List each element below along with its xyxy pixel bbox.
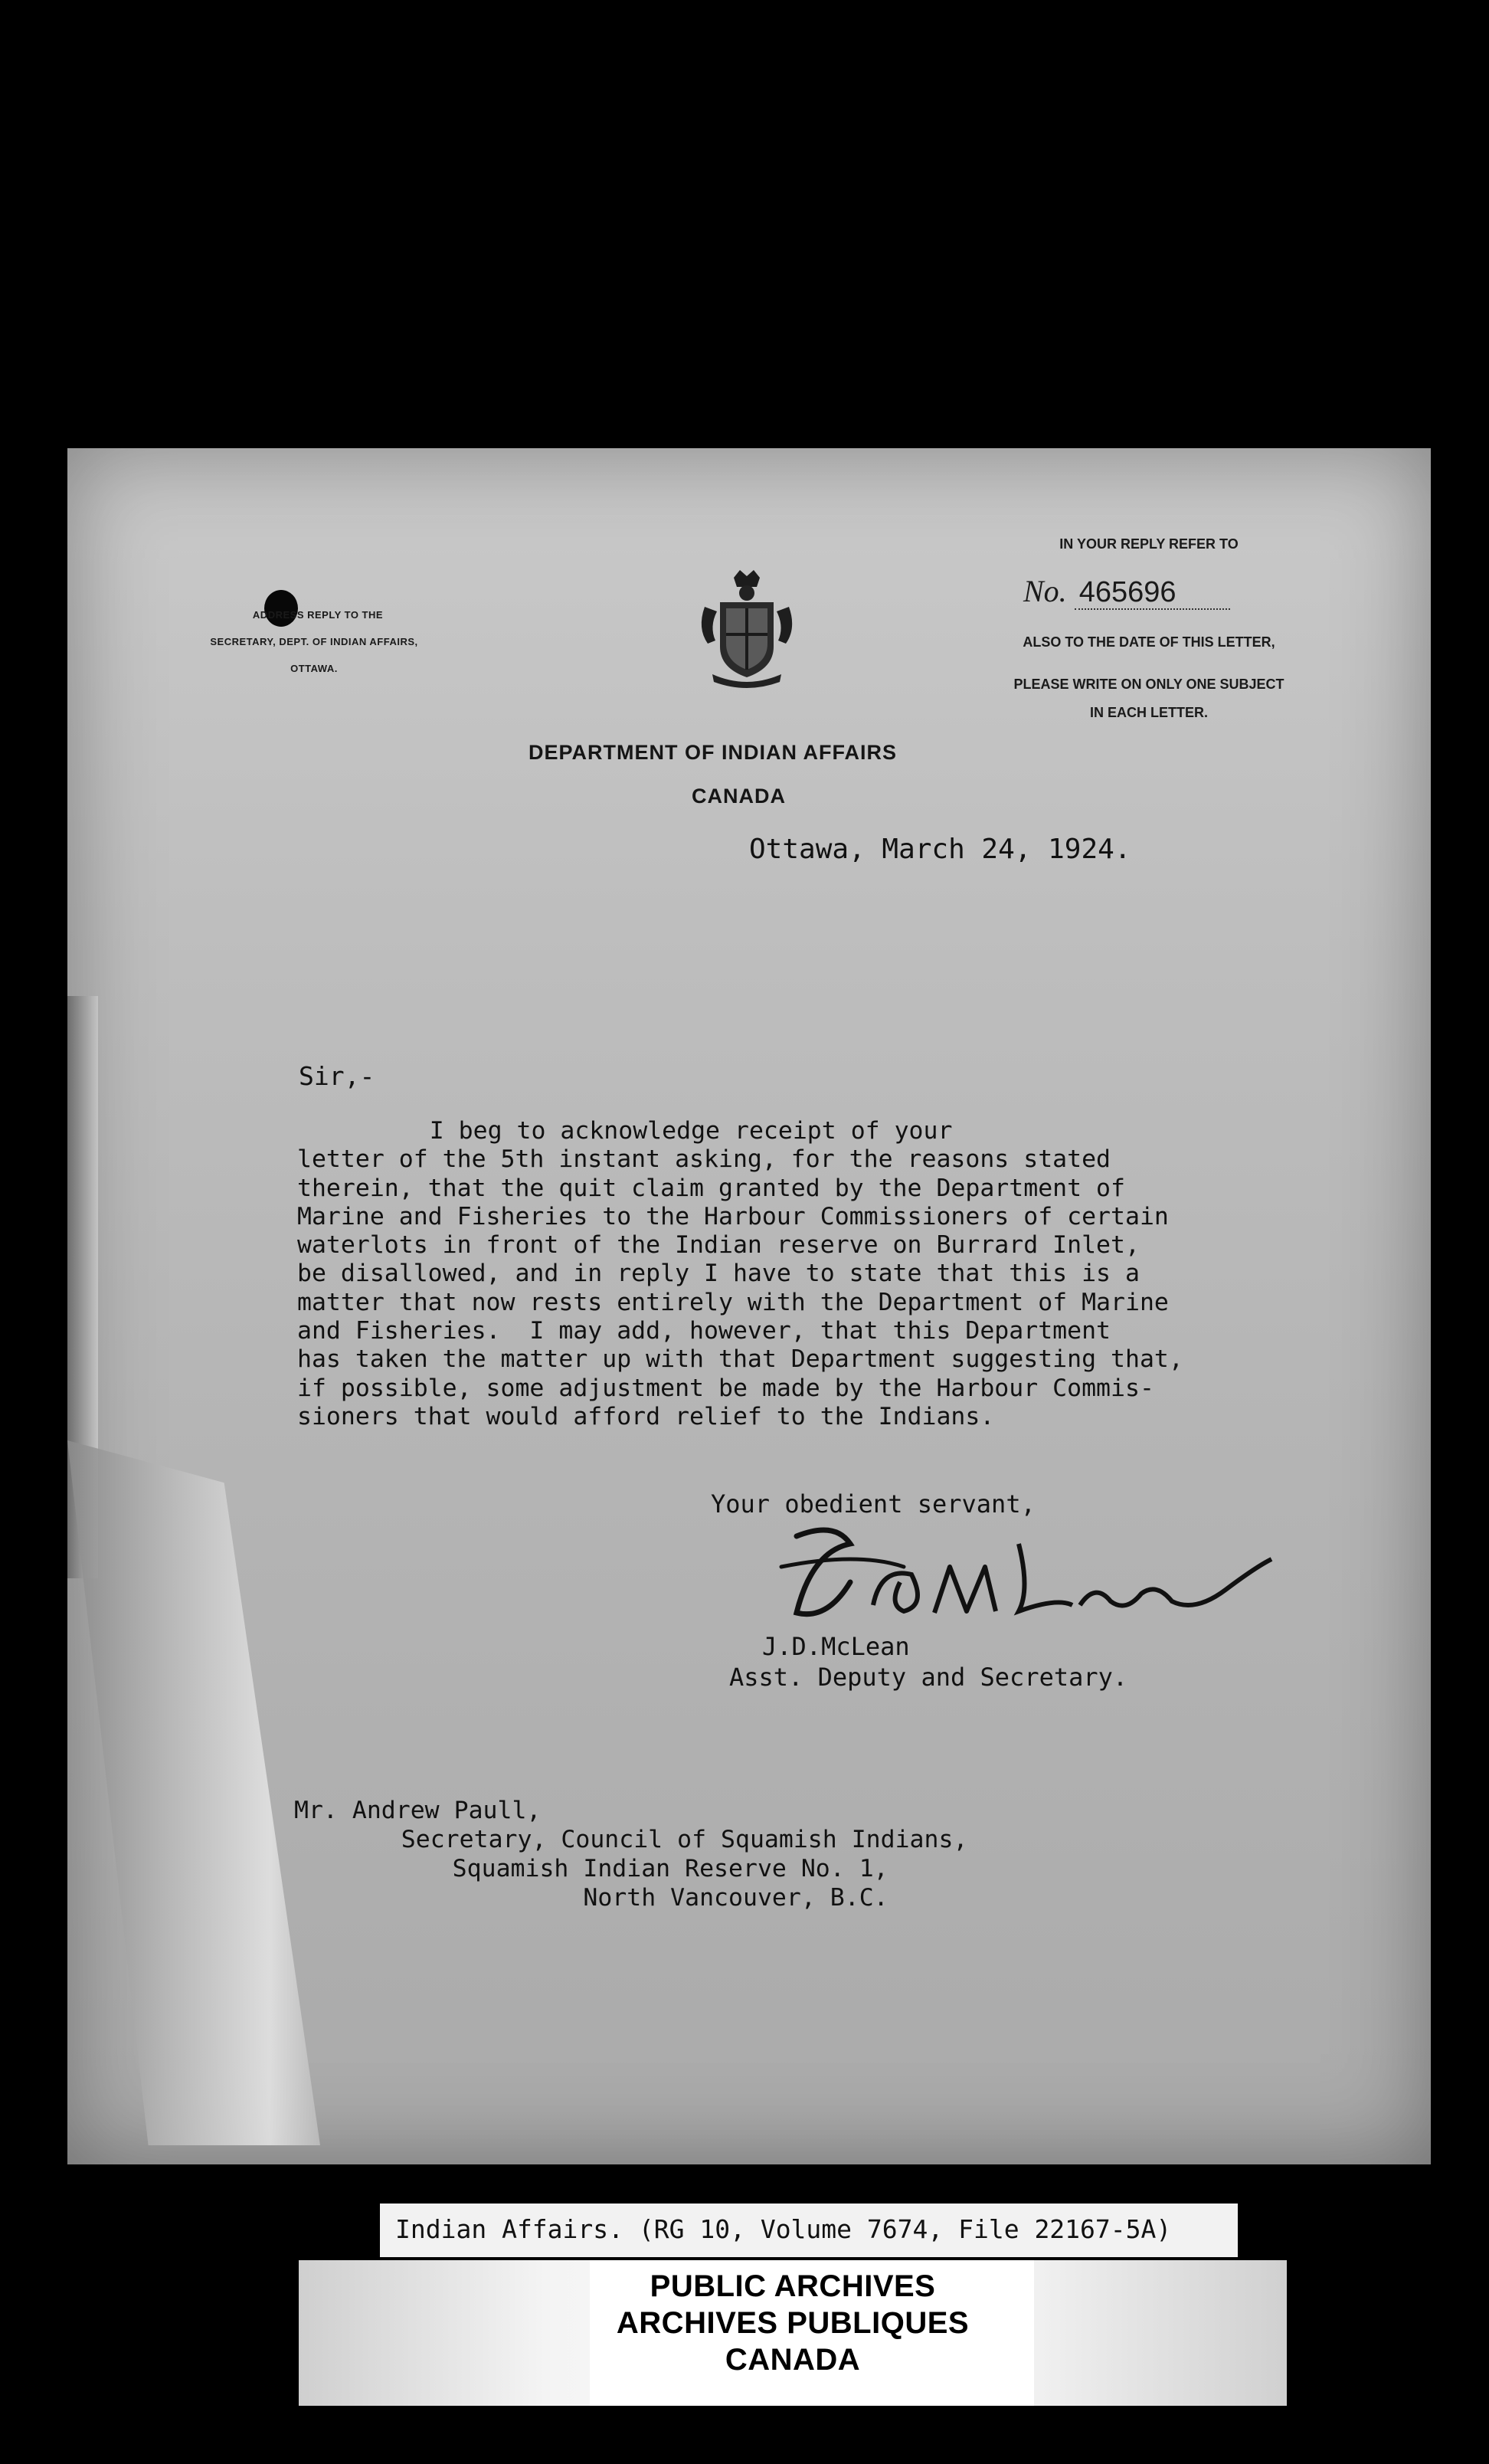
signer-title: Asst. Deputy and Secretary. <box>729 1663 1128 1692</box>
coat-of-arms-icon <box>689 567 804 690</box>
body-line: matter that now rests entirely with the Department of Marine <box>297 1288 1169 1316</box>
recipient-line: Mr. Andrew Paull, <box>294 1797 542 1824</box>
body-line: letter of the 5th instant asking, for the reasons stated <box>297 1145 1111 1174</box>
stamp-line-2: ARCHIVES PUBLIQUES <box>616 2306 970 2340</box>
reference-number-value: 465696 <box>1075 576 1230 610</box>
archive-reference: Indian Affairs. (RG 10, Volume 7674, File 22167-5A) <box>395 2214 1172 2244</box>
punch-hole <box>264 590 298 627</box>
address-reply-line-2: SECRETARY, DEPT. OF INDIAN AFFAIRS, <box>210 636 418 647</box>
body-line: therein, that the quit claim granted by the Department of <box>297 1174 1125 1202</box>
department-name: DEPARTMENT OF INDIAN AFFAIRS <box>529 741 897 764</box>
one-subject-label: PLEASE WRITE ON ONLY ONE SUBJECT <box>1013 677 1284 692</box>
signer-name: J.D.McLean <box>762 1632 910 1661</box>
body-line: Marine and Fisheries to the Harbour Commissioners of certain <box>297 1202 1169 1230</box>
body-line: be disallowed, and in reply I have to state that this is a <box>297 1260 1140 1288</box>
reference-number-label: No. <box>1023 574 1067 608</box>
reference-number-row <box>1023 573 1284 609</box>
letter-body <box>297 1117 1183 1431</box>
address-reply-line-1: ADDRESS REPLY TO THE <box>252 609 384 621</box>
recipient-line: North Vancouver, B.C. <box>322 1884 888 1912</box>
letter-date: Ottawa, March 24, 1924. <box>749 834 1131 865</box>
handwritten-signature <box>766 1521 1287 1636</box>
recipient-line: Secretary, Council of Squamish Indians, <box>314 1826 968 1853</box>
stamp-line-3: CANADA <box>725 2343 861 2377</box>
body-line: if possible, some adjustment be made by the Harbour Commis- <box>297 1374 1154 1402</box>
stamp-line-1: PUBLIC ARCHIVES <box>650 2269 936 2303</box>
body-line: waterlots in front of the Indian reserve on Burrard Inlet, <box>297 1231 1140 1260</box>
address-reply-line-3: OTTAWA. <box>290 663 338 674</box>
each-letter-label: IN EACH LETTER. <box>1089 705 1208 720</box>
body-line: and Fisheries. I may add, however, that this Department <box>297 1317 1111 1345</box>
body-line: sioners that would afford relief to the Indians. <box>297 1402 995 1430</box>
recipient-address <box>294 1796 967 1912</box>
closing: Your obedient servant, <box>711 1489 1036 1519</box>
department-country: CANADA <box>692 785 786 808</box>
salutation: Sir,- <box>299 1061 375 1091</box>
body-line: has taken the matter up with that Department suggesting that, <box>297 1345 1183 1374</box>
body-line: I beg to acknowledge receipt of your <box>313 1117 953 1145</box>
reply-refer-label: IN YOUR REPLY REFER TO <box>1059 536 1239 552</box>
also-date-label: ALSO TO THE DATE OF THIS LETTER, <box>1023 634 1275 650</box>
recipient-line: Squamish Indian Reserve No. 1, <box>322 1855 888 1882</box>
